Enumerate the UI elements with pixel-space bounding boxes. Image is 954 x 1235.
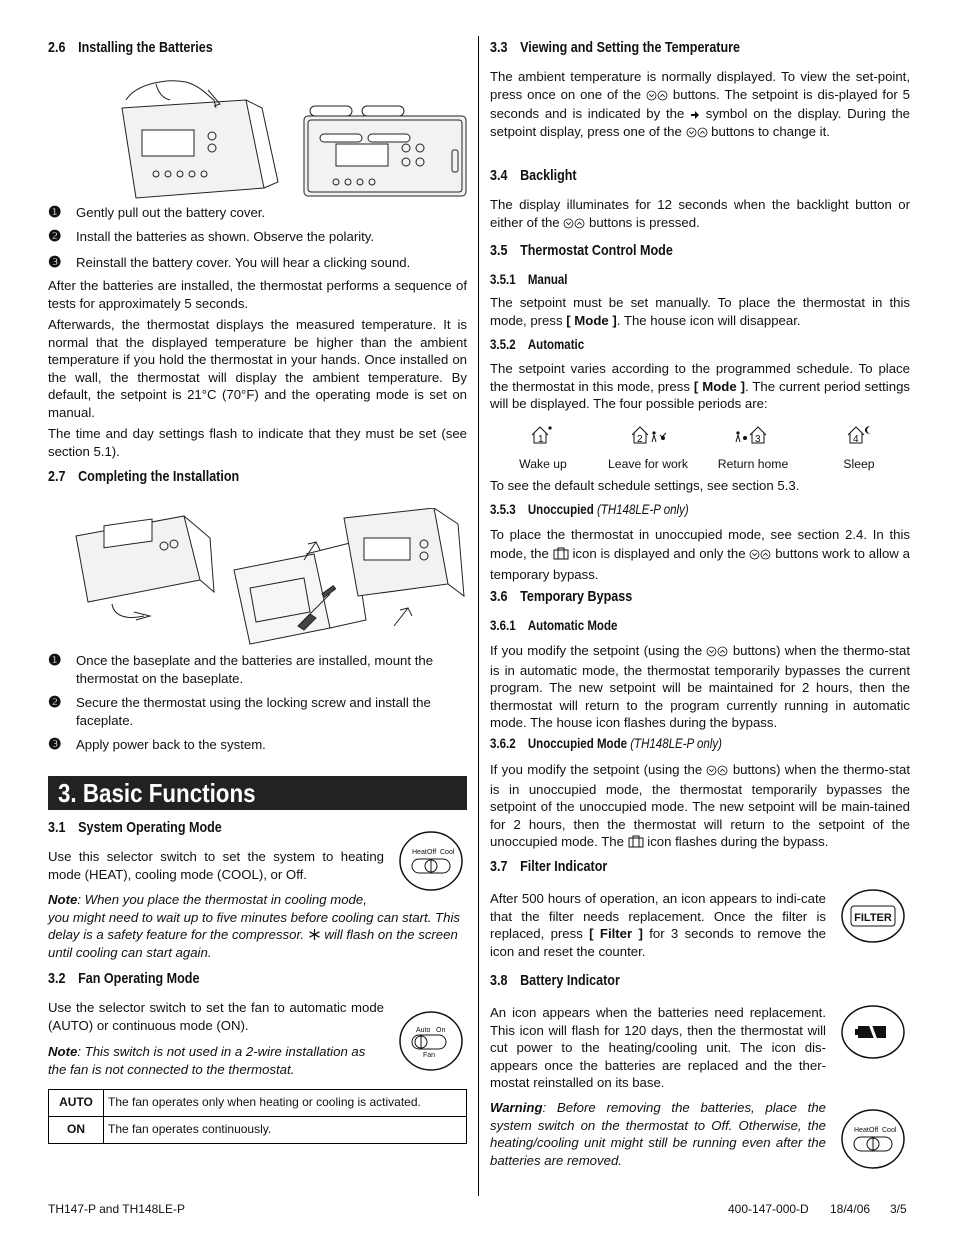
batteries-paragraph-1: After the batteries are installed, the thermostat performs a sequence of tests for approximately 5 seconds. xyxy=(48,278,467,311)
heading-3-5-3: 3.5.3 Unoccupied (TH148LE-P only) xyxy=(490,502,689,517)
system-mode-paragraph: Use this selector switch to set the system to heating mode (HEAT), cooling mode (COOL), or Off. xyxy=(48,849,384,882)
column-divider xyxy=(478,36,479,1196)
switch-label-on: On xyxy=(436,1027,446,1034)
table-row xyxy=(49,1090,467,1117)
heading-3-1: 3.1 System Operating Mode xyxy=(48,820,222,836)
step-marker-3: ❸ xyxy=(48,736,62,753)
schedule-reference-text: To see the default schedule settings, see section 5.3. xyxy=(490,478,800,493)
filter-badge-text: FILTER xyxy=(854,912,892,924)
period-label-sleep: Sleep xyxy=(843,457,875,471)
step-marker-1: ❶ xyxy=(48,652,62,669)
low-battery-icon xyxy=(840,1004,906,1060)
switch-label-cool: Cool xyxy=(882,1127,897,1134)
up-down-arrows-icon xyxy=(563,216,585,234)
table-row xyxy=(49,1117,467,1144)
manual-paragraph: The setpoint must be set manually. To place the thermostat in this mode, press [ Mode ]. The house icon will disappear. xyxy=(490,295,910,328)
leave-for-work-period-icon xyxy=(630,425,670,445)
system-mode-note: Note: When you place the thermostat in cooling mode, you might need to wait up to five minutes before cooling can start. This delay is a safety feature for the compressor. will flash on the screen until cooling can start again. xyxy=(48,892,460,960)
return-home-period-icon xyxy=(734,425,774,445)
table-value: The fan operates continuously. xyxy=(104,1117,467,1144)
switch-label-cool: Cool xyxy=(440,849,455,856)
table-value: The fan operates only when heating or cooling is activated. xyxy=(104,1090,467,1117)
footer-date: 18/4/06 xyxy=(830,1202,871,1216)
up-down-arrows-icon xyxy=(749,546,771,565)
fan-mode-table xyxy=(48,1089,467,1144)
heading-3-6: 3.6 Temporary Bypass xyxy=(490,589,633,605)
step-marker-1: ❶ xyxy=(48,204,62,221)
period-label-leave-for-work: Leave for work xyxy=(608,457,688,471)
footer-page-number: 3/5 xyxy=(890,1202,907,1216)
automatic-paragraph: The setpoint varies according to the programmed schedule. To place the thermostat in this mode, press [ Mode ]. The current period settings will be displayed. The four possible periods are: xyxy=(490,361,910,411)
batteries-paragraph-2: Afterwards, the thermostat displays the measured temperature. It is normal that the displayed temperature be higher than the ambient temperature if you hold the thermostat in your hands. Once installed on the wall, the thermostat will display the ambient temperature. By default, the setpoint is 21°C (70°F) and the operating mode is set on manual. xyxy=(48,317,467,420)
heading-3-7: 3.7 Filter Indicator xyxy=(490,859,608,875)
system-switch-off-icon xyxy=(840,1108,906,1170)
wake-up-period-icon xyxy=(530,425,554,445)
installation-steps-list xyxy=(48,652,467,752)
bypass-automatic-paragraph: If you modify the setpoint (using the buttons) when the thermo-stat is in automatic mode, the thermostat temporarily bypasses the current program. The new setpoint will be maintained for 2 hours, then the thermostat will return to the program currently running in automatic mode. The house icon flashes during the bypass. xyxy=(490,643,910,730)
install-step-1: Once the baseplate and the batteries are installed, mount the thermostat on the baseplate. xyxy=(76,653,434,686)
switch-label-off: Off xyxy=(427,849,437,856)
footer-model: TH147-P and TH148LE-P xyxy=(48,1202,185,1216)
heading-3-5-1: 3.5.1 Manual xyxy=(490,272,568,287)
battery-indicator-paragraph: An icon appears when the batteries need replacement. This icon will flash for 120 days, then the thermostat will cut power to the heating/cooling unit. The icon dis-appears once the batteries are replaced and the ther-mostat reinstalled on its base. xyxy=(490,1005,826,1090)
heading-3-6-2: 3.6.2 Unoccupied Mode (TH148LE-P only) xyxy=(490,736,722,751)
step-marker-2: ❷ xyxy=(48,694,62,711)
up-down-arrows-icon xyxy=(686,125,708,143)
table-key: ON xyxy=(49,1117,104,1144)
install-step-2: Secure the thermostat using the locking screw and install the faceplate. xyxy=(76,695,431,728)
period-digit-3: 3 xyxy=(755,434,761,445)
unoccupied-paragraph: To place the thermostat in unoccupied mode, see section 2.4. In this mode, the icon is displayed and only the buttons work to allow a temporary bypass. xyxy=(490,527,910,582)
heading-2-6: 2.6 Installing the Batteries xyxy=(48,40,213,56)
up-down-arrows-icon xyxy=(706,763,728,781)
filter-indicator-icon xyxy=(840,888,906,944)
fan-switch-icon xyxy=(398,1010,464,1072)
switch-label-heat: Heat xyxy=(854,1127,869,1134)
up-down-arrows-icon xyxy=(706,644,728,662)
heading-3-4: 3.4 Backlight xyxy=(490,168,577,184)
period-digit-4: 4 xyxy=(853,434,859,445)
switch-label-fan: Fan xyxy=(423,1052,436,1059)
table-key: AUTO xyxy=(49,1090,104,1117)
heading-3-5-2: 3.5.2 Automatic xyxy=(490,337,585,352)
heading-3-6-1: 3.6.1 Automatic Mode xyxy=(490,618,618,633)
heading-2-7: 2.7 Completing the Installation xyxy=(48,469,240,485)
switch-label-off: Off xyxy=(869,1127,879,1134)
battery-warning: Warning: Before removing the batteries, place the system switch on the thermostat to Off. Otherwise, the heating/cooling unit might still be running even after the batteries are removed. xyxy=(490,1100,826,1168)
heading-3-5: 3.5 Thermostat Control Mode xyxy=(490,243,673,259)
heading-3-8: 3.8 Battery Indicator xyxy=(490,973,620,989)
battery-installation-illustration xyxy=(96,78,468,202)
heading-3-2: 3.2 Fan Operating Mode xyxy=(48,971,200,987)
period-label-wake-up: Wake up xyxy=(519,457,567,471)
up-down-arrows-icon xyxy=(646,88,668,106)
suitcase-icon xyxy=(553,546,569,560)
install-step-3: Apply power back to the system. xyxy=(76,737,266,752)
battery-step-2: Install the batteries as shown. Observe the polarity. xyxy=(76,229,375,244)
filter-paragraph: After 500 hours of operation, an icon appears to indi-cate that the filter needs replacement. Once the filter is replaced, press [ Filter ] for 3 seconds to remove the icon and reset the counter. xyxy=(490,891,826,959)
period-digit-1: 1 xyxy=(538,434,544,445)
temperature-paragraph: The ambient temperature is normally displayed. To view the set-point, press once on one of the buttons. The setpoint is dis-played for 5 seconds and is indicated by the symbol on the display. During the setpoint display, press one of the buttons to change it. xyxy=(490,68,910,142)
suitcase-icon xyxy=(628,834,644,848)
bypass-unoccupied-paragraph: If you modify the setpoint (using the buttons) when the thermo-stat is in unoccupied mode, the thermostat temporarily bypasses the setpoint of the unoccupied mode. The new setpoint will be main-tained for 2 hours, then the thermostat will return to the setpoint of the unoccupied mode. The icon flashes during the bypass. xyxy=(490,762,910,849)
snowflake-icon xyxy=(308,928,321,941)
sleep-period-icon xyxy=(846,425,874,445)
system-switch-icon xyxy=(398,830,464,892)
battery-step-1: Gently pull out the battery cover. xyxy=(76,205,266,220)
period-label-return-home: Return home xyxy=(717,457,789,471)
footer-document-code: 400-147-000-D xyxy=(728,1202,809,1216)
backlight-paragraph: The display illuminates for 12 seconds when the backlight button or either of the buttons is pressed. xyxy=(490,196,910,233)
fan-mode-note: Note: This switch is not used in a 2-wire installation as the fan is not connected to the thermostat. xyxy=(48,1044,366,1077)
setpoint-arrow-icon xyxy=(690,110,700,120)
heading-3-3: 3.3 Viewing and Setting the Temperature xyxy=(490,40,741,56)
switch-label-auto: Auto xyxy=(416,1027,431,1034)
installation-completion-illustration xyxy=(74,508,466,648)
battery-step-3: Reinstall the battery cover. You will hear a clicking sound. xyxy=(76,255,411,270)
switch-label-heat: Heat xyxy=(412,849,427,856)
section-banner: 3. Basic Functions xyxy=(48,776,467,810)
battery-steps-list xyxy=(48,204,467,274)
step-marker-3: ❸ xyxy=(48,254,62,271)
batteries-paragraph-3: The time and day settings flash to indicate that they must be set (see section 5.1). xyxy=(48,426,467,459)
fan-mode-paragraph: Use the selector switch to set the fan to automatic mode (AUTO) or continuous mode (ON). xyxy=(48,1000,384,1033)
step-marker-2: ❷ xyxy=(48,228,62,245)
period-digit-2: 2 xyxy=(637,434,643,445)
